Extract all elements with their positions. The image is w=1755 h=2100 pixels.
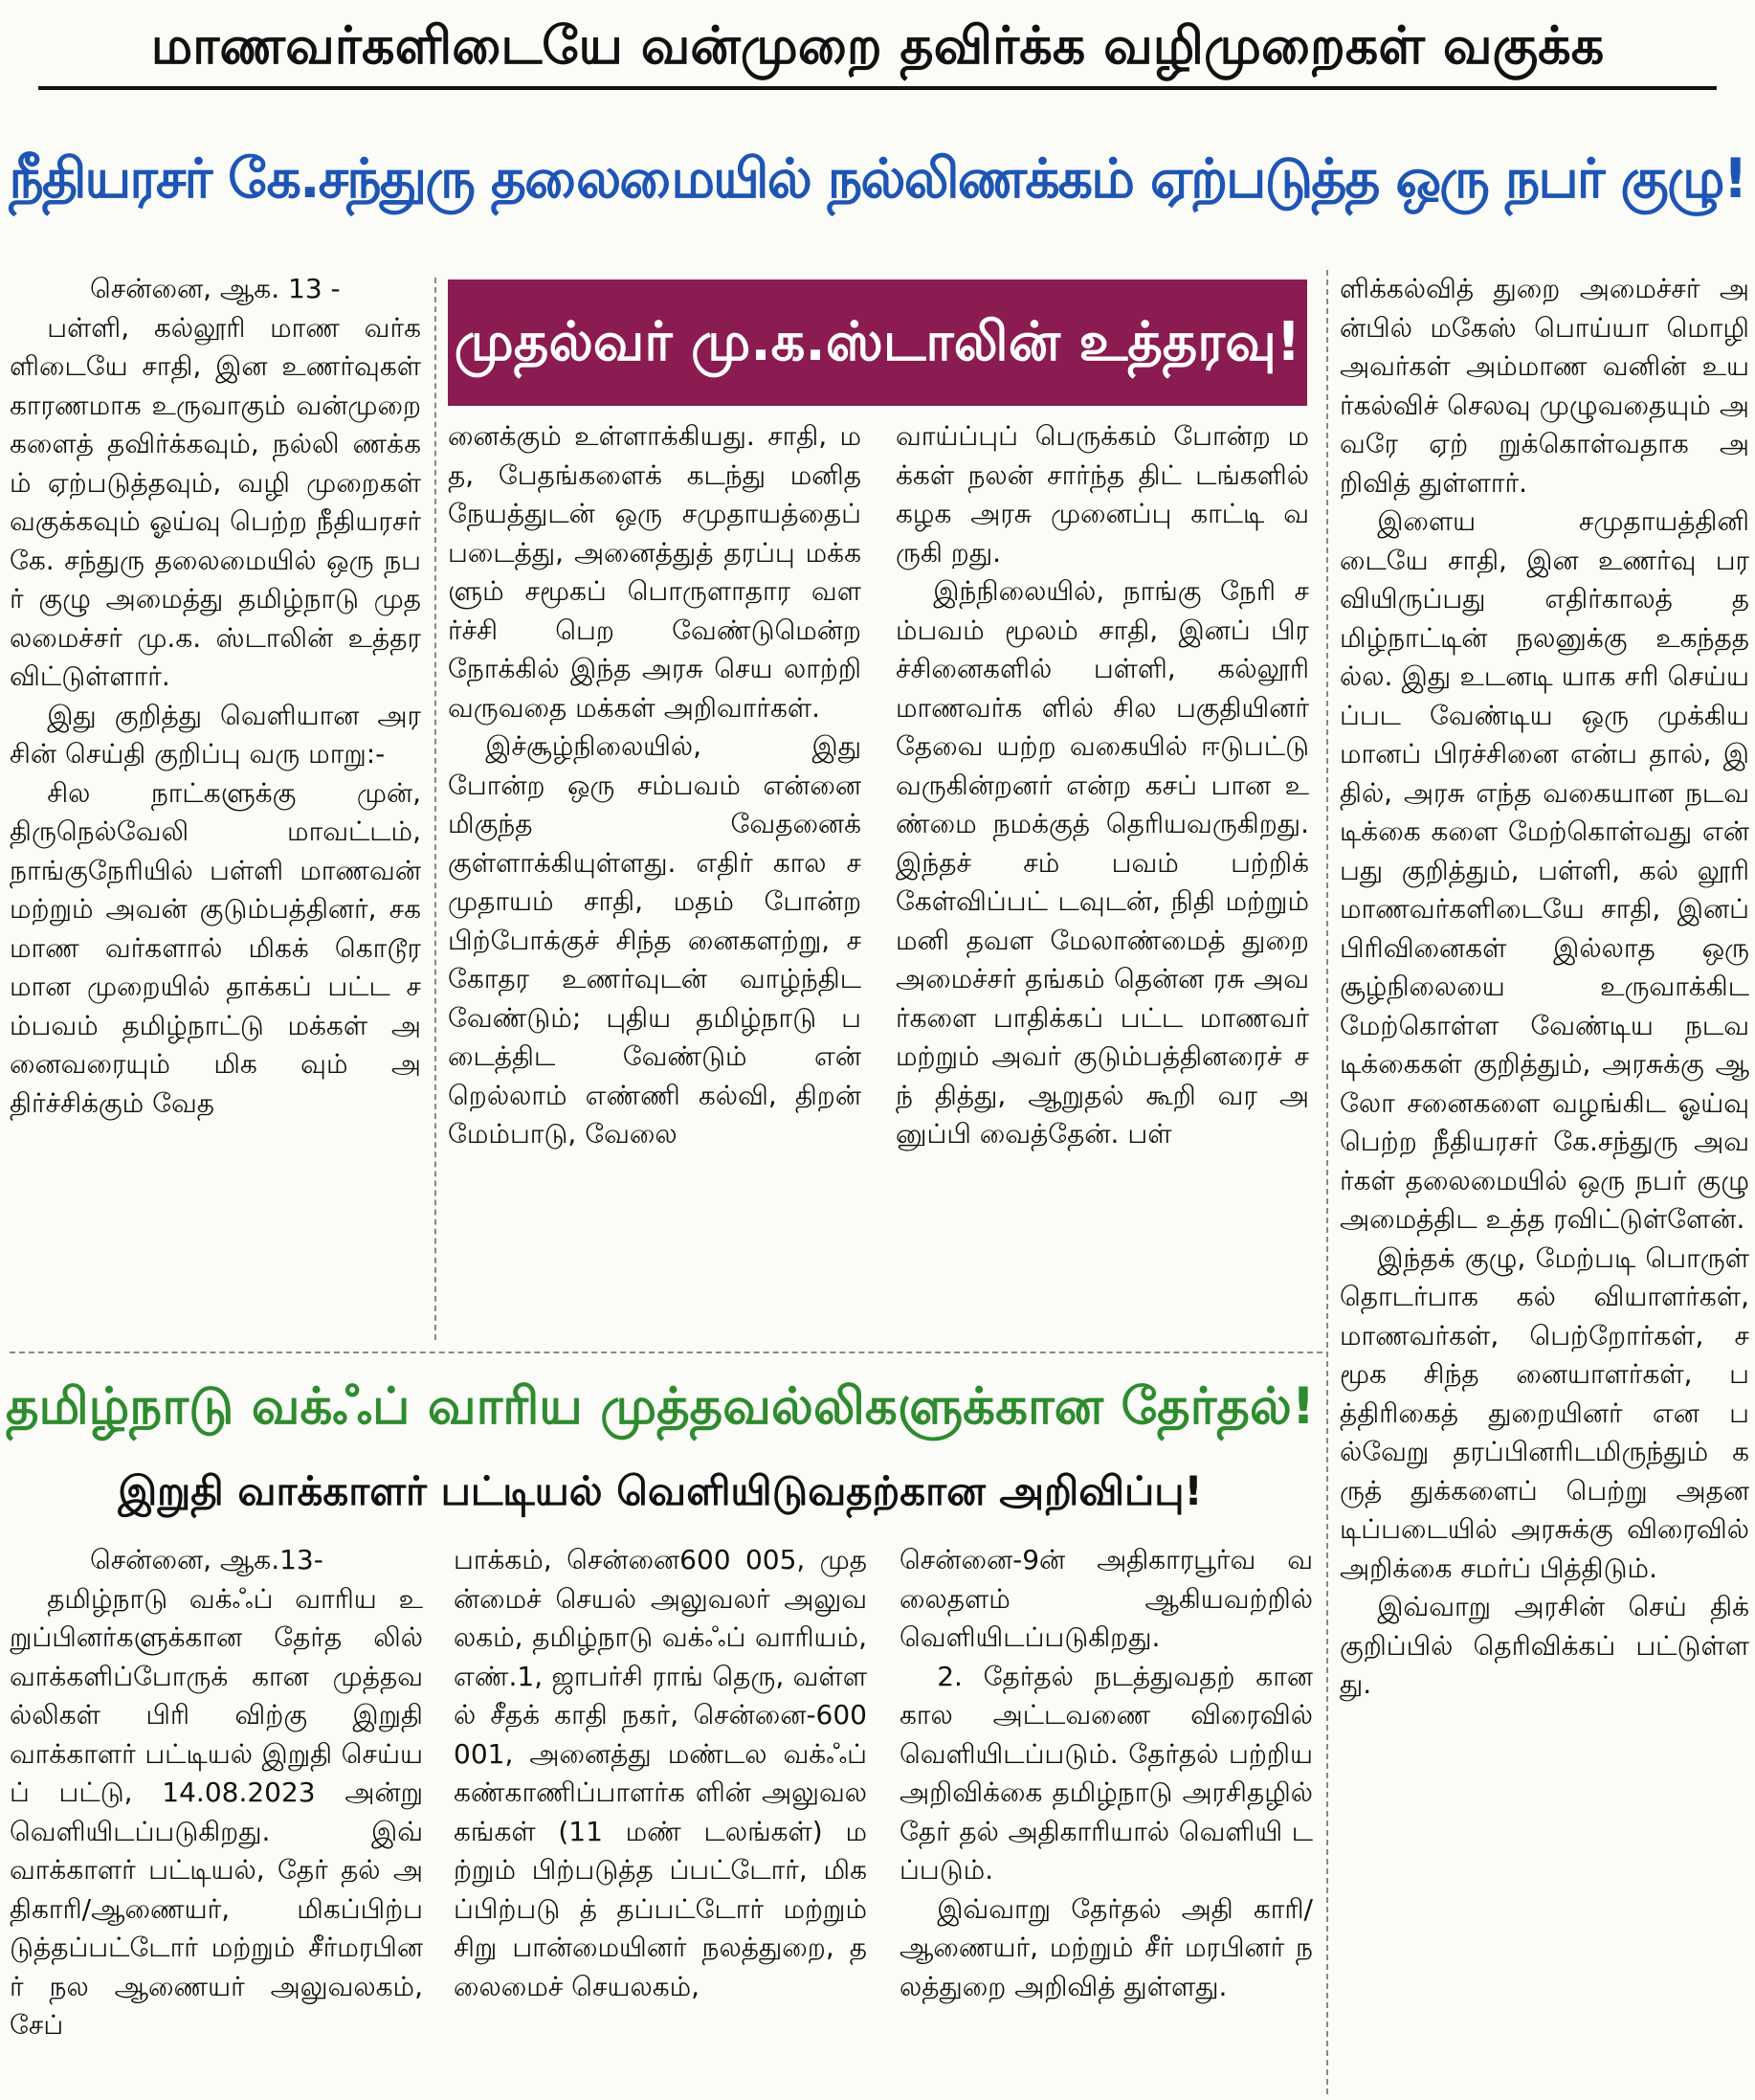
- article-column-3: [896, 417, 1309, 1340]
- article-column-1: [10, 270, 421, 1340]
- main-headline: நீதியரசர் கே.சந்துரு தலைமையில் நல்லிணக்கம் ஏற்படுத்த ஒரு நபர் குழு!: [9, 147, 1746, 211]
- kicker-underline: [38, 86, 1717, 90]
- paragraph: இந்நிலையில், நாங்கு நேரி சம்பவம் மூலம் சாதி, இனப் பிரச்சினைகளில் பள்ளி, கல்லூரி மாணவர்க ளில் சில பகுதியினர் தேவை யற்ற வகையில் ஈடுபட்டு வருகின்றனர் என்ற கசப் பான உண்மை நமக்குத் தெரியவருகிறது. இந்தச் சம் பவம் பற்றிக் கேள்விப்பட் டவுடன், நிதி மற்றும் மனி தவள மேலாண்மைத் துறை அமைச்சர் தங்கம் தென்ன ரசு அவர்களை பாதிக்கப் பட்ட மாணவர் மற்றும் அவர் குடும்பத்தினரைச் சந் தித்து, ஆறுதல் கூறி வர அனுப்பி வைத்தேன். பள்: [896, 575, 1309, 1150]
- paragraph: சில நாட்களுக்கு முன், திருநெல்வேலி மாவட்டம், நாங்குநேரியில் பள்ளி மாணவன் மற்றும் அவன் குடும்பத்தினர், சக மாண வர்களால் மிகக் கொடூர மான முறையில் தாக்கப் பட்ட சம்பவம் தமிழ்நாட்டு மக்கள் அனைவரையும் மிக வும் அதிர்ச்சிக்கும் வேத: [10, 776, 421, 1119]
- paragraph: இச்சூழ்நிலையில், இது போன்ற ஒரு சம்பவம் என்னை மிகுந்த வேதனைக் குள்ளாக்கியுள்ளது. எதிர் கால சமுதாயம் சாதி, மதம் போன்ற பிற்போக்குச் சிந்த னைகளற்று, சகோதர உணர்வுடன் வாழ்ந்திட வேண்டும்; புதிய தமிழ்நாடு படைத்திட வேண்டும் என் றெல்லாம் எண்ணி கல்வி, திறன் மேம்பாடு, வேலை: [448, 730, 861, 1150]
- paragraph: வாய்ப்புப் பெருக்கம் போன்ற மக்கள் நலன் சார்ந்த திட் டங்களில் கழக அரசு முனைப்பு காட்டி வருகி றது.: [896, 420, 1309, 569]
- waqf-headline: தமிழ்நாடு வக்ஃப் வாரிய முத்தவல்லிகளுக்கான தேர்தல்!: [5, 1377, 1316, 1436]
- article-column-2: [448, 417, 861, 1340]
- paragraph: தமிழ்நாடு வக்ஃப் வாரிய உறுப்பினர்களுக்கான தேர்த லில் வாக்களிப்போருக் கான முத்தவல்லிகள் பிரி விற்கு இறுதி வாக்காளர் பட்டியல் இறுதி செய்யப் பட்டு, 14.08.2023 அன்று வெளியிடப்படுகிறது. இவ் வாக்காளர் பட்டியல், தேர் தல் அதிகாரி/ஆணையர், மிகப்பிற்படுத்தப்பட்டோர் மற்றும் சீர்மரபினர் நல ஆணையர் அலுவலகம், சேப்: [10, 1582, 423, 2041]
- paragraph: பாக்கம், சென்னை600 005, முதன்மைச் செயல் அலுவலர் அலுவலகம், தமிழ்நாடு வக்ஃப் வாரியம், எண்.1, ஜாபர்சி ராங் தெரு, வள்ளல் சீதக் காதி நகர், சென்னை-600 001, அனைத்து மண்டல வக்ஃப் கண்காணிப்பாளர்க ளின் அலுவலகங்கள் (11 மண் டலங்கள்) மற்றும் பிற்படுத்த ப்பட்டோர், மிகப்பிற்படு த் தப்பட்டோர் மற்றும் சிறு பான்மையினர் நலத்துறை, தலைமைச் செயலகம்,: [454, 1544, 867, 2002]
- paragraph: சென்னை-9ன் அதிகாரபூர்வ வலைதளம் ஆகியவற்றில் வெளியிடப்படுகிறது.: [900, 1544, 1313, 1653]
- paragraph: இது குறித்து வெளியான அரசின் செய்தி குறிப்பு வரு மாறு:-: [10, 699, 421, 770]
- paragraph: இளைய சமுதாயத்தினி டையே சாதி, இன உணர்வு பரவியிருப்பது எதிர்காலத் தமிழ்நாட்டின் நலனுக்கு உகந்ததல்ல. இது உடனடி யாக சரி செய்யப்பட வேண்டிய ஒரு முக்கிய மானப் பிரச்சினை என்ப தால், இதில், அரசு எந்த வகையான நடவடிக்கை களை மேற்கொள்வது என் பது குறித்தும், பள்ளி, கல் லூரி மாணவர்களிடையே சாதி, இனப் பிரிவினைகள் இல்லாத ஒரு சூழ்நிலையை உருவாக்கிட மேற்கொள்ள வேண்டிய நடவடிக்கைகள் குறித்தும், அரசுக்கு ஆலோ சனைகளை வழங்கிட ஓய்வு பெற்ற நீதியரசர் கே.சந்துரு அவர்கள் தலைமையில் ஒரு நபர் குழு அமைத்திட உத்த ரவிட்டுள்ளேன்.: [1340, 505, 1749, 1235]
- cm-order-banner: முதல்வர் மு.க.ஸ்டாலின் உத்தரவு!: [448, 279, 1307, 406]
- waqf-column-1: [10, 1541, 423, 2094]
- paragraph: இவ்வாறு அரசின் செய் திக் குறிப்பில் தெரிவிக்கப் பட்டுள்ளது.: [1340, 1591, 1749, 1700]
- paragraph: இவ்வாறு தேர்தல் அதி காரி/ ஆணையர், மற்றும் சீர் மரபினர் நலத்துறை அறிவித் துள்ளது.: [900, 1892, 1313, 2002]
- paragraph: இந்தக் குழு, மேற்படி பொருள் தொடர்பாக கல் வியாளர்கள், மாணவர்கள், பெற்றோர்கள், சமூக சிந்த னையாளர்கள், பத்திரிகைத் துறையினர் என பல்வேறு தரப்பினரிடமிருந்தும் கருத் துக்களைப் பெற்று அதன டிப்படையில் அரசுக்கு விரைவில் அறிக்கை சமர்ப் பித்திடும்.: [1340, 1241, 1749, 1584]
- dateline: சென்னை, ஆக.13-: [90, 1544, 323, 1575]
- waqf-column-3: [900, 1541, 1313, 2094]
- paragraph: பள்ளி, கல்லூரி மாண வர்களிடையே சாதி, இன உணர்வுகள் காரணமாக உருவாகும் வன்முறை களைத் தவிர்க்கவும், நல்லி ணக்கம் ஏற்படுத்தவும், வழி முறைகள் வகுக்கவும் ஓய்வு பெற்ற நீதியரசர் கே. சந்துரு தலைமையில் ஒரு நபர் குழு அமைத்து தமிழ்நாடு முத லமைச்சர் மு.க. ஸ்டாலின் உத்தரவிட்டுள்ளார்.: [10, 311, 421, 692]
- dateline: சென்னை, ஆக. 13 -: [90, 273, 341, 304]
- paragraph: ளிக்கல்வித் துறை அமைச்சர் அன்பில் மகேஸ் பொய்யா மொழி அவர்கள் அம்மாண வனின் உயர்கல்விச் செலவு முழுவதையும் அவரே ஏற் றுக்கொள்வதாக அறிவித் துள்ளார்.: [1340, 273, 1749, 499]
- kicker-headline: மாணவர்களிடையே வன்முறை தவிர்க்க வழிமுறைகள் வகுக்க: [150, 15, 1605, 76]
- paragraph: 2. தேர்தல் நடத்துவதற் கான கால அட்டவணை விரைவில் வெளியிடப்படும். தேர்தல் பற்றிய அறிவிக்கை தமிழ்நாடு அரசிதழில் தேர் தல் அதிகாரியால் வெளியி டப்படும்.: [900, 1660, 1313, 1886]
- column-divider: [1326, 270, 1328, 2094]
- section-divider: [10, 1352, 1322, 1353]
- article-column-4: [1340, 270, 1749, 2094]
- waqf-column-2: [454, 1541, 867, 2094]
- column-divider: [434, 278, 436, 1340]
- waqf-subheadline: இறுதி வாக்காளர் பட்டியல் வெளியிடுவதற்கான அறிவிப்பு!: [118, 1467, 1203, 1514]
- paragraph: னைக்கும் உள்ளாக்கியது. சாதி, மத, பேதங்களைக் கடந்து மனிதநேயத்துடன் ஒரு சமுதாயத்தைப் படைத்து, அனைத்துத் தரப்பு மக்களும் சமூகப் பொருளாதார வளர்ச்சி பெற வேண்டுமென்ற நோக்கில் இந்த அரசு செய லாற்றி வருவதை மக்கள் அறிவார்கள்.: [448, 420, 861, 724]
